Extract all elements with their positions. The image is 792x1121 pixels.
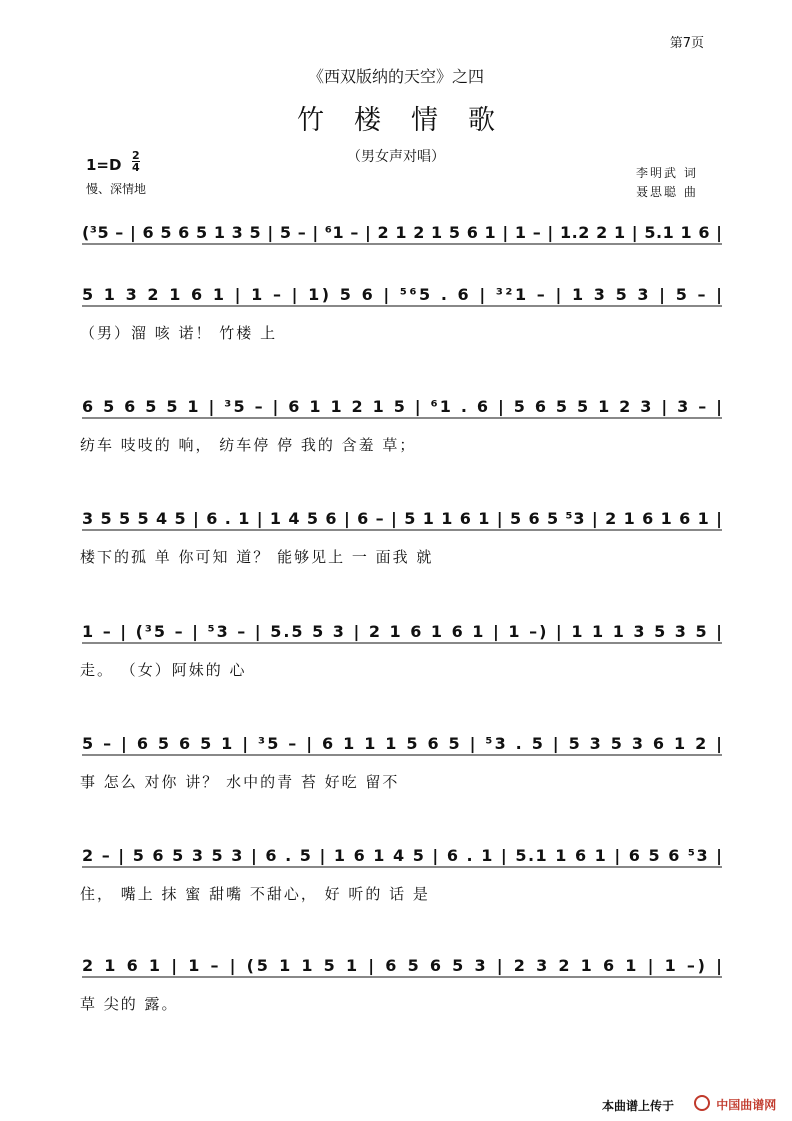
key-signature: 1=D [86, 156, 122, 174]
composer-credit: 聂思聪 曲 [636, 185, 698, 199]
time-signature-numerator: 2 [132, 149, 140, 162]
lyric-line: 楼下的孤 单 你可知 道？ 能够见上 一 面我 就 [80, 548, 434, 566]
time-signature-denominator: 4 [132, 161, 140, 174]
score-line: 2 1 6 1 | 1 – | (5 1 1 5 1 | 6 5 6 5 3 | 2 3 2 1 6 1 | 1 –) | [82, 956, 722, 975]
lyric-line: 草 尖的 露。 [80, 995, 179, 1013]
score-line: 6 5 6 5 5 1 | ³5 – | 6 1 1 2 1 5 | ⁶1 . 6 | 5 6 5 5 1 2 3 | 3 – | [82, 397, 722, 416]
score-line: 1 – | (³5 – | ⁵3 – | 5.5 5 3 | 2 1 6 1 6 1 | 1 –) | 1 1 1 3 5 3 5 | [82, 622, 722, 641]
time-signature [132, 150, 140, 173]
score-line: 2 – | 5 6 5 3 5 3 | 6 . 5 | 1 6 1 4 5 | 6 . 1 | 5.1 1 6 1 | 6 5 6 ⁵3 | [82, 846, 722, 865]
site-logo-text: 中国曲谱网 [716, 1098, 777, 1112]
score-line: 3 5 5 5 4 5 | 6 . 1 | 1 4 5 6 | 6 – | 5 1 1 6 1 | 5 6 5 ⁵3 | 2 1 6 1 6 1 | [82, 509, 723, 528]
lyric-line: 纺车 吱吱的 响， 纺车停 停 我的 含羞 草； [80, 436, 417, 454]
page-number: 第7页 [669, 36, 704, 51]
tempo-marking: 慢、深情地 [86, 182, 147, 196]
lyric-line: （男）溜 咳 诺！ 竹楼 上 [80, 324, 278, 342]
logo-mark-icon [694, 1095, 710, 1111]
performers-note: （男女声对唱） [347, 149, 445, 165]
lyricist-credit: 李明武 词 [636, 166, 698, 180]
footer-upload-note: 本曲谱上传于 [602, 1099, 675, 1113]
score-line: 5 1 3 2 1 6 1 | 1 – | 1) 5 6 | ⁵⁶5 . 6 | ³²1 – | 1 3 5 3 | 5 – | [82, 285, 723, 304]
lyric-line: 住， 嘴上 抹 蜜 甜嘴 不甜心， 好 听的 话 是 [80, 885, 430, 903]
lyric-line: 走。 （女）阿妹的 心 [80, 661, 247, 679]
subtitle: 《西双版纳的天空》之四 [307, 67, 484, 86]
score-line: (³5 – | 6 5 6 5 1 3 5 | 5 – | ⁶1 – | 2 1 2 1 5 6 1 | 1 – | 1.2 2 1 | 5.1 1 6 | [82, 223, 722, 242]
score-line: 5 – | 6 5 6 5 1 | ³5 – | 6 1 1 1 5 6 5 | ⁵3 . 5 | 5 3 5 3 6 1 2 | [82, 734, 722, 753]
song-title: 竹楼情歌 [297, 105, 525, 136]
lyric-line: 事 怎么 对你 讲？ 水中的青 苔 好吃 留不 [80, 773, 400, 791]
site-logo [694, 1095, 776, 1113]
